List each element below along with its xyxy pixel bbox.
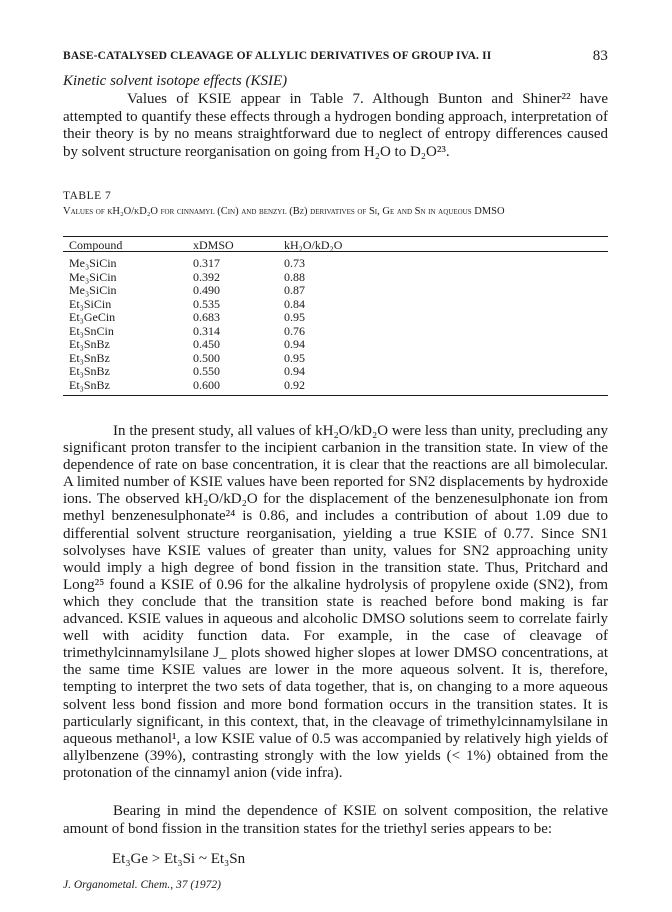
table-cell-xdmso: 0.500	[193, 350, 220, 365]
paragraph-discussion-text: In the present study, all values of kH₂O/kD₂O were less than unity, precluding any significant proton transfer to the incipient carbanion in the transition state. In view of the dependence of rate on base concentration, it is clear that the reactions are all bimolecular. A limited number of KSIE values have been reported for SN2 displacements by hydroxide ions. The observed kH₂O/kD₂O for the displacement of the benzenesulphonate ion from methyl benzenesulphonate²⁴ is 0.86, and includes a contribution of about 1.09 due to differential solvent structure reorganisation, yielding a true KSIE of 0.77. Since SN1 solvolyses have KSIE values of greater than unity, values for SN2 approaching unity would imply a high degree of bond fission in the transition state. Thus, Pritchard and Long²⁵ found a KSIE of 0.96 for the alkaline hydrolysis of propylene oxide (SN2), from which they conclude that the transition state is reached before bond making is far advanced. KSIE values in aqueous and alcoholic DMSO solutions seem to correlate fairly well with acidity function data. For example, in the case of cleavage of trimethylcinnamylsilane J_ plots showed higher slopes at lower DMSO concentrations, at the same time KSIE values are lower in the more aqueous solvent. It is, therefore, tempting to interpret the two sets of data together, that is, on changing to a more aqueous solvent less bond fission and more bond formation occurs in the transition states. It is particularly significant, in this context, that, in the cleavage of trimethylcinnamylsilane in aqueous methanol¹, a low KSIE value of 0.5 was accompanied by relatively high yields of allylbenzene (39%), contrasting strongly with the low yields (< 1%) obtained from the protonation of the cinnamyl anion (vide infra).	[63, 423, 608, 781]
paragraph-conclusion-text: Bearing in mind the dependence of KSIE on solvent composition, the relative amount of bond fission in the transition states for the triethyl series appears to be:	[63, 803, 608, 837]
table-cell-ratio: 0.94	[284, 337, 305, 351]
table-row	[63, 297, 608, 310]
table-cell-ratio: 0.95	[284, 350, 305, 365]
running-head	[63, 50, 608, 62]
journal-footer: J. Organometal. Chem., 37 (1972)	[63, 879, 221, 891]
table-cell-xdmso: 0.317	[193, 256, 220, 270]
paragraph-intro-text: Values of KSIE appear in Table 7. Although Bunton and Shiner²² have attempted to quantify these effects through a hydrogen bonding approach, interpretation of their theory is by no means straightforward due to neglect of entropy differences caused by solvent structure reorganisation on going from H₂O to D₂O²³.	[63, 91, 608, 160]
table-row	[63, 270, 608, 283]
table-cell-ratio: 0.88	[284, 269, 305, 284]
table-bottom-rule	[63, 395, 608, 396]
paragraph-conclusion	[63, 803, 608, 838]
table-cell-compound: Et₃SnBz	[69, 337, 110, 351]
table-row	[63, 351, 608, 364]
table-cell-ratio: 0.94	[284, 364, 305, 378]
table-cell-compound: Et₃SnBz	[69, 377, 110, 392]
table-header-ratio: kH₂O/kD₂O	[284, 238, 343, 252]
table-cell-compound: Et₃SnBz	[69, 350, 110, 365]
table-cell-xdmso: 0.535	[193, 296, 220, 311]
paragraph-intro	[63, 91, 608, 161]
table-cell-xdmso: 0.600	[193, 377, 220, 392]
table-header-xdmso: xDMSO	[193, 238, 234, 252]
table-label: TABLE 7	[63, 190, 112, 202]
table-cell-xdmso: 0.683	[193, 310, 220, 324]
table-cell-xdmso: 0.490	[193, 283, 220, 297]
table-cell-ratio: 0.76	[284, 323, 305, 338]
table-cell-compound: Me₃SiCin	[69, 283, 117, 297]
table-header-rule	[63, 251, 608, 252]
table-cell-ratio: 0.73	[284, 256, 305, 270]
table-row	[63, 256, 608, 269]
table-cell-compound: Et₃SiCin	[69, 296, 112, 311]
table-cell-compound: Et₃SnBz	[69, 364, 110, 378]
reactivity-order-formula: Et₃Ge > Et₃Si ~ Et₃Sn	[112, 851, 246, 867]
page-number: 83	[592, 48, 608, 64]
section-heading: Kinetic solvent isotope effects (KSIE)	[63, 73, 288, 89]
table-cell-xdmso: 0.392	[193, 269, 220, 284]
table-cell-compound: Me₃SiCin	[69, 269, 117, 284]
table-cell-xdmso: 0.450	[193, 337, 220, 351]
table-row	[63, 364, 608, 377]
table-cell-compound: Et₃SnCin	[69, 323, 114, 338]
table-caption: Values of kH₂O/kD₂O for cinnamyl (Cin) and benzyl (Bz) derivatives of Si, Ge and Sn in aqueous DMSO	[63, 206, 505, 217]
table-top-rule	[63, 236, 608, 237]
table-cell-xdmso: 0.314	[193, 323, 220, 338]
table-cell-compound: Et₃GeCin	[69, 310, 116, 324]
table-cell-compound: Me₃SiCin	[69, 256, 117, 270]
table-cell-ratio: 0.92	[284, 377, 305, 392]
table-row	[63, 324, 608, 337]
table-cell-xdmso: 0.550	[193, 364, 220, 378]
table-cell-ratio: 0.95	[284, 310, 305, 324]
table-header-compound: Compound	[69, 238, 123, 252]
paragraph-discussion	[63, 423, 608, 782]
table-cell-ratio: 0.84	[284, 296, 305, 311]
table-row	[63, 310, 608, 323]
table-row	[63, 337, 608, 350]
running-head-title: BASE-CATALYSED CLEAVAGE OF ALLYLIC DERIVATIVES OF GROUP IVA. II	[63, 50, 492, 62]
table-header-row	[63, 238, 608, 251]
table-row	[63, 378, 608, 391]
table-cell-ratio: 0.87	[284, 283, 305, 297]
table-row	[63, 283, 608, 296]
